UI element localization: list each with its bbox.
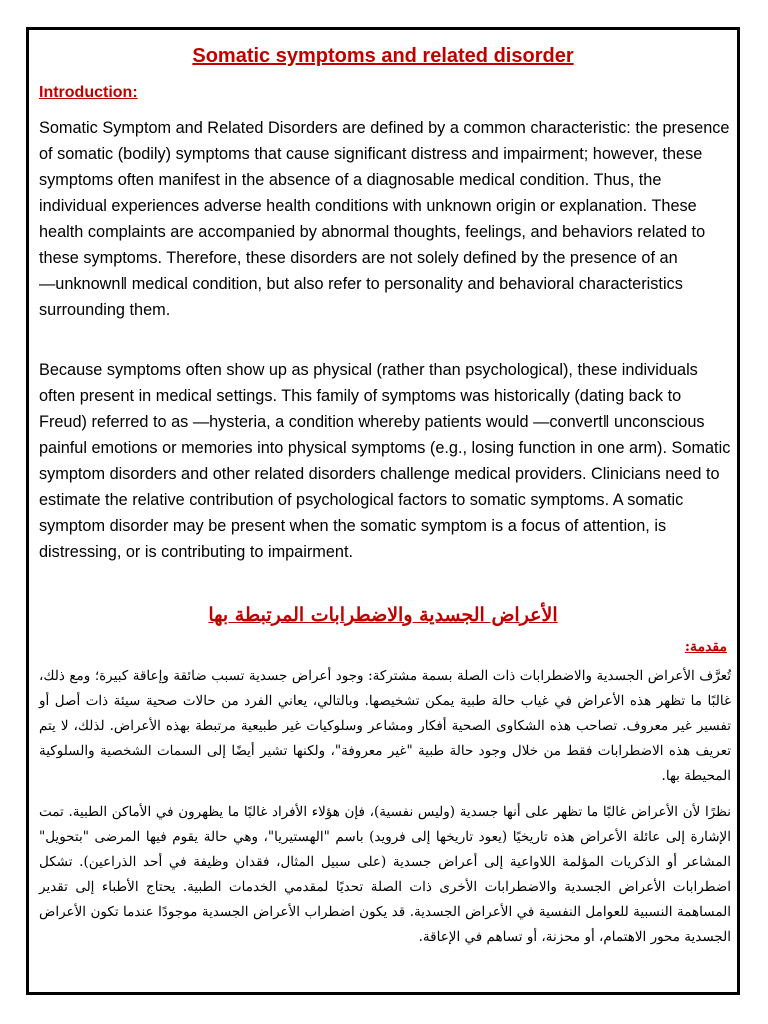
document-page (26, 27, 740, 995)
document-title-english: Somatic symptoms and related disorder (192, 45, 574, 67)
introduction-heading-english: Introduction: (39, 84, 138, 101)
english-paragraph: Somatic Symptom and Related Disorders are defined by a common characteristic: the presence of somatic (bodily) symptoms that cause significant distress and impairment; however, these symptoms often manifest in the absence of a diagnosable medical condition. Thus, the individual experiences adverse health conditions with unknown origin or explanation. These health complaints are accompanied by abnormal thoughts, feelings, and behaviors related to these symptoms. Therefore, these disorders are not solely defined by the presence of an ―unknown‖ medical condition, but also refer to personality and behavioral characteristics surrounding them. (39, 119, 730, 319)
english-paragraph: Because symptoms often show up as physical (rather than psychological), these individuals often present in medical settings. This family of symptoms was historically (dating back to Freud) referred to as ―hysteria, a condition whereby patients would ―convert‖ unconscious painful emotions or memories into physical symptoms (e.g., losing function in one arm). Somatic symptom disorders and other related disorders challenge medical providers. Clinicians need to estimate the relative contribution of psychological factors to somatic symptoms. A somatic symptom disorder may be present when the somatic symptom is a focus of attention, is distressing, or is contributing to impairment. (39, 361, 731, 561)
arabic-paragraph: نظرًا لأن الأعراض غالبًا ما تظهر على أنها جسدية (وليس نفسية)، فإن هؤلاء الأفراد غالبًا ما يظهرون في الأماكن الطبية. تمت الإشارة إلى عائلة الأعراض هذه تاريخيًا (يعود تاريخها إلى فرويد) باسم "الهستيريا"، وهي حالة يقوم فيها المرضى "بتحويل" المشاعر أو الذكريات المؤلمة اللاواعية إلى أعراض جسدية (على سبيل المثال، فقدان وظيفة في أحد الذراعين). تشكل اضطرابات الأعراض الجسدية والاضطرابات الأخرى ذات الصلة تحديًا لمقدمي الخدمات الطبية. يحتاج الأطباء إلى تقدير المساهمة النسبية للعوامل النفسية في الأعراض الجسدية. قد يكون اضطراب الأعراض الجسدية موجودًا عندما تكون الأعراض الجسدية محور الاهتمام، أو محزنة، أو تساهم في الإعاقة. (39, 804, 731, 945)
introduction-heading-arabic: مقدمة: (684, 639, 727, 655)
document-title-arabic: الأعراض الجسدية والاضطرابات المرتبطة بها (208, 604, 558, 626)
arabic-paragraph: تُعرَّف الأعراض الجسدية والاضطرابات ذات الصلة بسمة مشتركة: وجود أعراض جسدية تسبب ضائقة وإعاقة كبيرة؛ ومع ذلك، غالبًا ما تظهر هذه الأعراض في غياب حالة طبية يمكن تشخيصها. وبالتالي، يعاني الفرد من حالات صحية سيئة ذات أصل أو تفسير غير معروف. تصاحب هذه الشكاوى الصحية أفكار ومشاعر وسلوكيات غير طبيعية مرتبطة بهذه الأعراض. لذلك، لا يتم تعريف هذه الاضطرابات فقط من خلال وجود حالة طبية "غير معروفة"، ولكنها تشير أيضًا إلى السمات الشخصية والسلوكية المحيطة بها. (39, 668, 731, 784)
